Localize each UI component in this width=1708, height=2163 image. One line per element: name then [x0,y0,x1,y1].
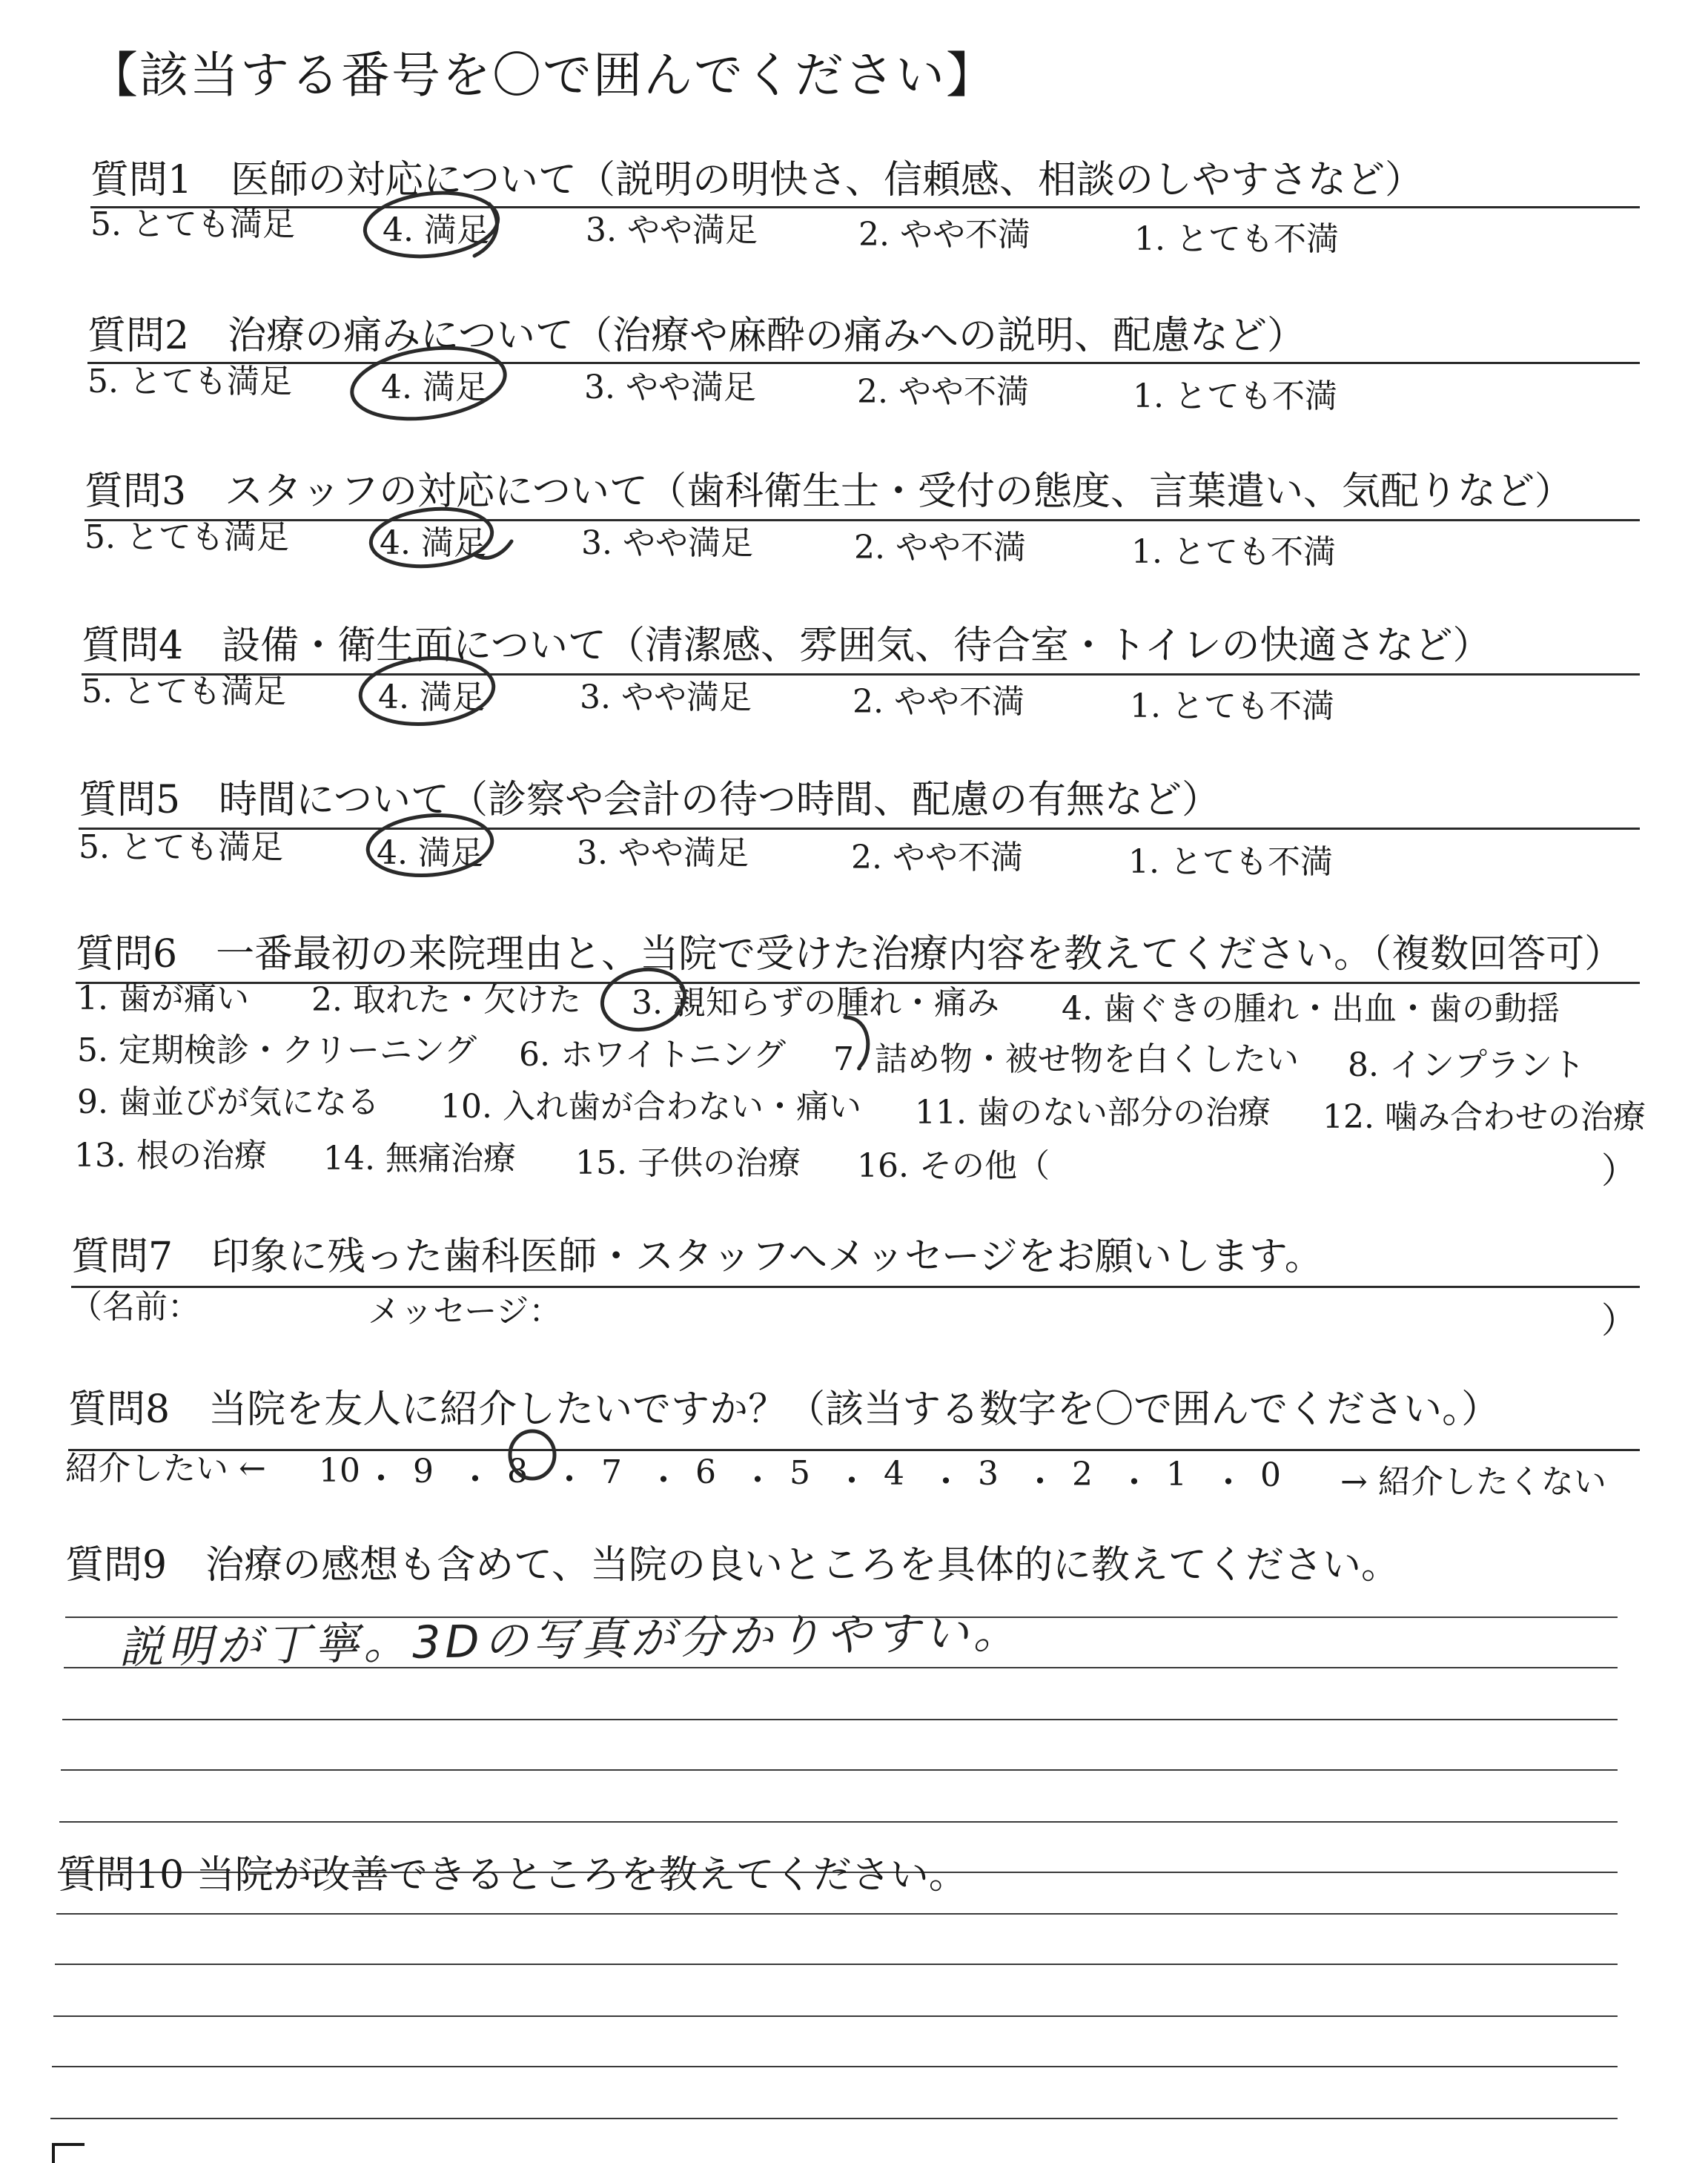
q6-option[interactable]: 15. 子供の治療 [575,1144,801,1182]
q6-other-close-paren: ） [1601,1150,1638,1192]
option-2[interactable]: 2. やや不満 [858,216,1030,254]
option-4[interactable]: 4. 満足 [378,678,485,716]
option-4[interactable]: 4. 満足 [383,211,489,249]
q6-option[interactable]: 14. 無痛治療 [323,1140,516,1178]
q6-option[interactable]: 4. 歯ぐきの腫れ・出血・歯の動揺 [1062,990,1560,1028]
q8-scale-value[interactable]: 10 [319,1452,360,1490]
q6-option[interactable]: 9. 歯並びが気になる [77,1083,380,1121]
option-5[interactable]: 5. とても満足 [79,828,283,866]
answer-line [52,2066,1618,2067]
option-3[interactable]: 3. やや満足 [581,524,753,562]
q8-separator: ・ [1212,1464,1245,1502]
q6-option[interactable]: 8. インプラント [1348,1046,1585,1084]
answer-line [59,1821,1618,1823]
question-rule [79,828,1640,830]
option-5[interactable]: 5. とても満足 [85,518,289,556]
q8-scale-value[interactable]: 4 [884,1454,904,1493]
q6-option[interactable]: 10. 入れ歯が合わない・痛い [440,1088,861,1126]
question-rule [68,1449,1640,1451]
q8-separator: ・ [647,1461,680,1499]
q6-option[interactable]: 3. 親知らずの腫れ・痛み [632,984,999,1022]
q8-scale-value[interactable]: 6 [695,1453,716,1492]
q6-option[interactable]: 5. 定期検診・クリーニング [77,1031,477,1069]
q8-scale-value[interactable]: 3 [978,1455,999,1493]
q6-other-option[interactable]: 16. その他（ [857,1147,1050,1185]
q6-option[interactable]: 11. 歯のない部分の治療 [915,1094,1271,1132]
option-4[interactable]: 4. 満足 [380,524,486,562]
option-5[interactable]: 5. とても満足 [82,673,286,710]
option-4[interactable]: 4. 満足 [381,369,488,406]
option-1[interactable]: 1. とても不満 [1133,377,1337,415]
option-4[interactable]: 4. 満足 [377,834,483,872]
answer-line [61,1769,1618,1771]
q8-scale-value[interactable]: 7 [601,1453,622,1491]
q8-separator: ・ [553,1461,586,1499]
q7-close-paren: ） [1601,1300,1638,1341]
option-1[interactable]: 1. とても不満 [1131,533,1336,571]
q7-message-label: メッセージ： [368,1292,562,1330]
option-1[interactable]: 1. とても不満 [1134,220,1339,258]
question-title: 質問10 当院が改善できるところを教えてください。 [58,1853,967,1898]
option-2[interactable]: 2. やや不満 [853,683,1025,721]
question-title: 質問8 当院を友人に紹介したいですか？（該当する数字を〇で囲んでください。） [68,1387,1500,1432]
q6-option[interactable]: 6. ホワイトニング [519,1036,787,1074]
option-2[interactable]: 2. やや不満 [857,373,1029,411]
option-1[interactable]: 1. とても不満 [1130,687,1334,725]
q8-separator: ・ [741,1462,774,1500]
option-3[interactable]: 3. やや満足 [580,678,752,716]
answer-line [62,1719,1618,1720]
q8-scale-value[interactable]: 1 [1166,1456,1187,1494]
q8-separator: ・ [930,1462,962,1501]
q7-name-label: （名前： [70,1288,200,1326]
q8-scale-value[interactable]: 5 [790,1454,810,1492]
form-title: 【該当する番号を〇で囲んでください】 [89,47,996,104]
question-title: 質問4 設備・衛生面について（清潔感、雰囲気、待合室・トイレの快適さなど） [82,624,1492,668]
q8-scale-value[interactable]: 2 [1072,1455,1093,1493]
question-title: 質問3 スタッフの対応について（歯科衛生士・受付の態度、言葉遣い、気配りなど） [85,469,1574,514]
answer-line [53,2015,1618,2017]
q6-option[interactable]: 12. 噛み合わせの治療 [1323,1098,1646,1136]
q6-option[interactable]: 7. 詰め物・被せ物を白くしたい [833,1040,1299,1078]
answer-line [55,1964,1618,1965]
q8-scale-value[interactable]: 8 [507,1453,528,1491]
q9-handwritten-answer: 説明が丁寧。3Dの写真が分かりやすい。 [118,1606,1022,1674]
question-title: 質問2 治療の痛みについて（治療や麻酔の痛みへの説明、配慮など） [87,314,1306,358]
q8-right-label: → 紹介したくない [1340,1463,1606,1501]
q8-separator: ・ [1024,1463,1056,1502]
answer-line [56,1913,1618,1915]
q8-scale-value[interactable]: 9 [413,1452,434,1490]
q8-left-label: 紹介したい ← [65,1450,266,1487]
answer-line [50,2118,1618,2119]
question-title: 質問9 治療の感想も含めて、当院の良いところを具体的に教えてください。 [65,1543,1400,1588]
option-5[interactable]: 5. とても満足 [90,205,295,243]
question-title: 質問6 一番最初の来院理由と、当院で受けた治療内容を教えてください。（複数回答可） [76,932,1623,977]
q8-separator: ・ [365,1460,397,1498]
q8-separator: ・ [459,1460,491,1499]
q8-scale-value[interactable]: 0 [1260,1456,1281,1494]
question-title: 質問1 医師の対応について（説明の明快さ、信頼感、相談のしやすさなど） [90,158,1423,202]
question-rule [87,362,1640,364]
q6-option[interactable]: 13. 根の治療 [74,1137,267,1175]
q6-option[interactable]: 2. 取れた・欠けた [311,981,581,1019]
question-title: 質問5 時間について（診察や会計の待つ時間、配慮の有無など） [79,778,1221,822]
q8-separator: ・ [835,1462,868,1500]
option-3[interactable]: 3. やや満足 [584,369,756,406]
option-3[interactable]: 3. やや満足 [586,211,758,249]
option-3[interactable]: 3. やや満足 [577,834,749,872]
option-1[interactable]: 1. とても不満 [1128,843,1333,881]
option-2[interactable]: 2. やや不満 [851,839,1023,876]
question-rule [71,1286,1640,1288]
question-title: 質問7 印象に残った歯科医師・スタッフへメッセージをお願いします。 [71,1235,1323,1279]
q8-separator: ・ [1118,1463,1151,1502]
option-2[interactable]: 2. やや不満 [854,529,1026,567]
q6-option[interactable]: 1. 歯が痛い [77,980,249,1017]
option-5[interactable]: 5. とても満足 [87,363,292,400]
